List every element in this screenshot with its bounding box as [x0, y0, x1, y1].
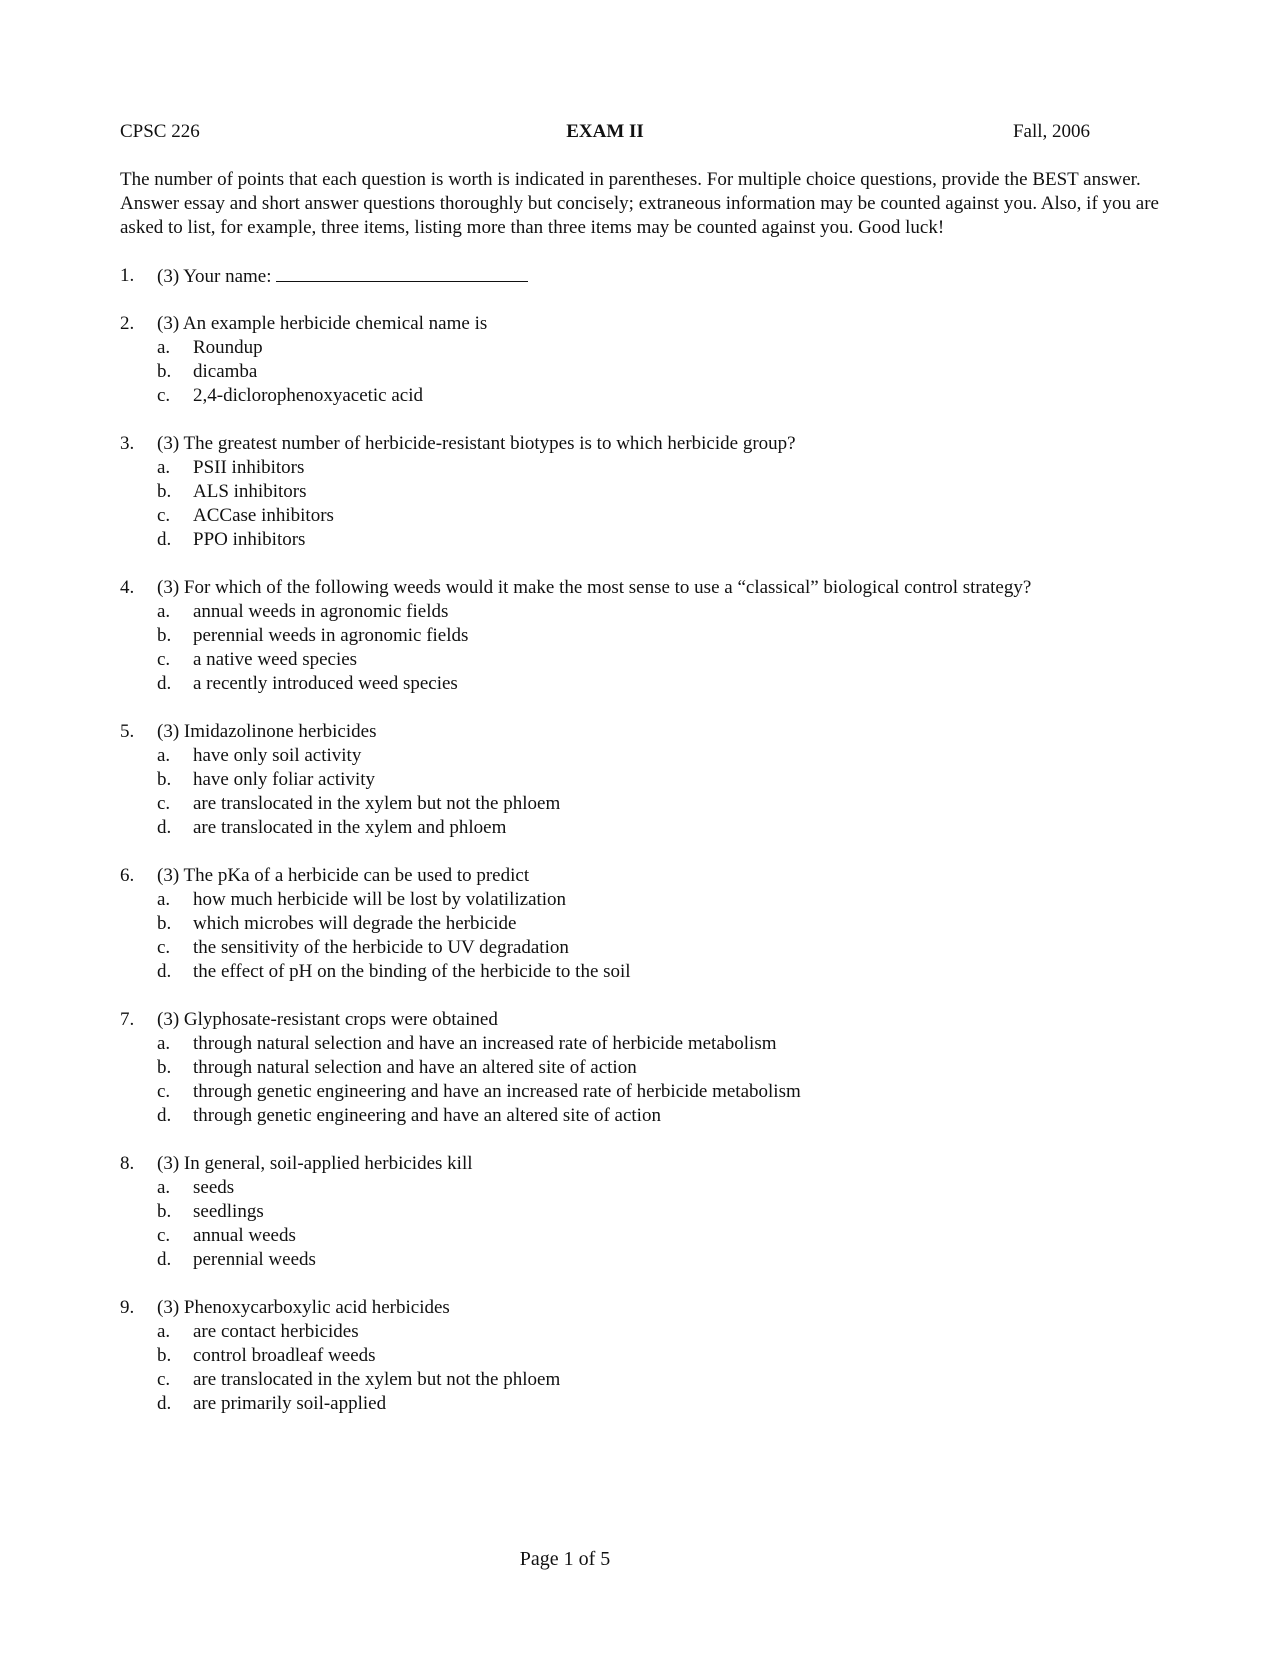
option-letter: d.	[157, 1393, 172, 1414]
option-letter: a.	[157, 1321, 171, 1342]
option-letter: b.	[157, 481, 172, 502]
option-text: through genetic engineering and have an altered site of action	[193, 1105, 661, 1126]
course-code: CPSC 226	[120, 121, 200, 142]
question-number: 4.	[120, 577, 135, 598]
question-text-wrap	[157, 264, 528, 289]
option-text: dicamba	[193, 361, 258, 382]
option-letter: d.	[157, 1249, 172, 1270]
option-text: the sensitivity of the herbicide to UV degradation	[193, 937, 569, 958]
exam-instructions: The number of points that each question is worth is indicated in parentheses. For multiple choice questions, provide the BEST answer. Answer essay and short answer questions thoroughly but concisely; extraneous information may be counted against you. Also, if you are asked to list, for example, three items, listing more than three items may be counted against you. Good luck!	[120, 169, 1159, 238]
question-9	[120, 1296, 1200, 1416]
question-text: (3) In general, soil-applied herbicides kill	[157, 1153, 473, 1174]
exam-title: EXAM II	[566, 121, 644, 142]
answer-option-a	[120, 600, 1200, 624]
option-text: annual weeds in agronomic fields	[193, 601, 449, 622]
option-text: 2,4-diclorophenoxyacetic acid	[193, 385, 424, 406]
question-text-wrap	[157, 1008, 498, 1032]
question-text-wrap	[157, 1296, 450, 1320]
option-text: are translocated in the xylem and phloem	[193, 817, 507, 838]
answer-option-c	[120, 792, 1200, 816]
answer-option-c	[120, 1224, 1200, 1248]
option-letter: c.	[157, 649, 171, 670]
option-text: perennial weeds	[193, 1249, 316, 1270]
question-number: 2.	[120, 313, 135, 334]
question-text: (3) The pKa of a herbicide can be used to predict	[157, 865, 530, 886]
answer-option-d	[120, 1104, 1200, 1128]
question-stem	[120, 312, 1200, 336]
question-number: 3.	[120, 433, 135, 454]
question-text: (3) Imidazolinone herbicides	[157, 721, 377, 742]
option-text: have only foliar activity	[193, 769, 376, 790]
question-6	[120, 864, 1200, 984]
option-letter: b.	[157, 1057, 172, 1078]
option-text: PSII inhibitors	[193, 457, 305, 478]
question-text: (3) An example herbicide chemical name is	[157, 313, 488, 334]
option-text: through natural selection and have an increased rate of herbicide metabolism	[193, 1033, 777, 1054]
answer-option-b	[120, 1344, 1200, 1368]
question-text: (3) For which of the following weeds would it make the most sense to use a “classical” biological control strategy?	[157, 577, 1032, 598]
option-letter: a.	[157, 745, 171, 766]
answer-option-b	[120, 1200, 1200, 1224]
option-text: are translocated in the xylem but not the phloem	[193, 793, 561, 814]
answer-option-c	[120, 1368, 1200, 1392]
answer-option-d	[120, 816, 1200, 840]
option-letter: c.	[157, 505, 171, 526]
question-number: 1.	[120, 265, 135, 286]
option-letter: d.	[157, 961, 172, 982]
option-letter: a.	[157, 1033, 171, 1054]
option-letter: c.	[157, 937, 171, 958]
option-letter: d.	[157, 673, 172, 694]
answer-option-a	[120, 888, 1200, 912]
answer-option-b	[120, 768, 1200, 792]
option-text: a recently introduced weed species	[193, 673, 458, 694]
option-letter: b.	[157, 1201, 172, 1222]
page-footer: Page 1 of 5	[519, 1548, 611, 1570]
answer-option-d	[120, 960, 1200, 984]
question-number: 6.	[120, 865, 135, 886]
option-letter: c.	[157, 793, 171, 814]
answer-option-b	[120, 360, 1200, 384]
question-stem	[120, 864, 1200, 888]
answer-option-a	[120, 1176, 1200, 1200]
answer-option-b	[120, 624, 1200, 648]
exam-term: Fall, 2006	[1012, 121, 1090, 142]
option-letter: a.	[157, 601, 171, 622]
answer-option-c	[120, 936, 1200, 960]
question-stem	[120, 432, 1200, 456]
question-text: (3) The greatest number of herbicide-resistant biotypes is to which herbicide group?	[157, 433, 796, 454]
question-4	[120, 576, 1200, 696]
question-2	[120, 312, 1200, 408]
question-text: (3) Glyphosate-resistant crops were obtained	[157, 1009, 498, 1030]
option-letter: a.	[157, 889, 171, 910]
option-letter: b.	[157, 625, 172, 646]
option-letter: a.	[157, 337, 171, 358]
option-letter: c.	[157, 1225, 171, 1246]
question-7	[120, 1008, 1200, 1128]
option-letter: d.	[157, 1105, 172, 1126]
option-text: have only soil activity	[193, 745, 362, 766]
answer-option-b	[120, 480, 1200, 504]
option-text: seedlings	[193, 1201, 264, 1222]
question-text-wrap	[157, 1152, 473, 1176]
answer-option-b	[120, 912, 1200, 936]
question-text-wrap	[157, 432, 796, 456]
question-3	[120, 432, 1200, 552]
option-text: ACCase inhibitors	[193, 505, 334, 526]
question-stem	[120, 264, 1200, 288]
option-text: how much herbicide will be lost by volatilization	[193, 889, 567, 910]
answer-option-d	[120, 672, 1200, 696]
answer-option-a	[120, 744, 1200, 768]
question-text: (3) Your name:	[157, 266, 272, 287]
option-letter: b.	[157, 361, 172, 382]
question-text: (3) Phenoxycarboxylic acid herbicides	[157, 1297, 450, 1318]
name-answer-blank[interactable]	[276, 264, 528, 282]
question-stem	[120, 576, 1200, 600]
option-text: through natural selection and have an altered site of action	[193, 1057, 637, 1078]
option-text: annual weeds	[193, 1225, 296, 1246]
answer-option-d	[120, 1248, 1200, 1272]
answer-option-b	[120, 1056, 1200, 1080]
option-text: control broadleaf weeds	[193, 1345, 376, 1366]
option-text: seeds	[193, 1177, 235, 1198]
answer-option-a	[120, 336, 1200, 360]
question-stem	[120, 720, 1200, 744]
answer-option-a	[120, 1320, 1200, 1344]
option-text: ALS inhibitors	[193, 481, 307, 502]
question-number: 7.	[120, 1009, 135, 1030]
option-letter: c.	[157, 1369, 171, 1390]
page-header	[120, 121, 1090, 147]
option-letter: b.	[157, 1345, 172, 1366]
option-text: PPO inhibitors	[193, 529, 306, 550]
question-text-wrap	[157, 864, 529, 888]
option-letter: d.	[157, 817, 172, 838]
option-text: which microbes will degrade the herbicide	[193, 913, 517, 934]
option-text: are contact herbicides	[193, 1321, 359, 1342]
option-text: perennial weeds in agronomic fields	[193, 625, 469, 646]
answer-option-c	[120, 504, 1200, 528]
answer-option-a	[120, 456, 1200, 480]
question-text-wrap	[157, 312, 487, 336]
answer-option-d	[120, 1392, 1200, 1416]
answer-option-c	[120, 648, 1200, 672]
question-stem	[120, 1152, 1200, 1176]
option-text: are translocated in the xylem but not the phloem	[193, 1369, 561, 1390]
option-letter: a.	[157, 457, 171, 478]
question-text-wrap	[157, 576, 1031, 600]
option-letter: c.	[157, 1081, 171, 1102]
answer-option-a	[120, 1032, 1200, 1056]
option-letter: b.	[157, 769, 172, 790]
option-letter: d.	[157, 529, 172, 550]
option-text: are primarily soil-applied	[193, 1393, 387, 1414]
question-list	[120, 264, 1200, 1440]
option-letter: b.	[157, 913, 172, 934]
question-number: 5.	[120, 721, 135, 742]
answer-option-c	[120, 1080, 1200, 1104]
question-5	[120, 720, 1200, 840]
option-text: the effect of pH on the binding of the herbicide to the soil	[193, 961, 631, 982]
answer-option-d	[120, 528, 1200, 552]
question-stem	[120, 1008, 1200, 1032]
question-text-wrap	[157, 720, 376, 744]
question-stem	[120, 1296, 1200, 1320]
option-text: a native weed species	[193, 649, 358, 670]
question-number: 9.	[120, 1297, 135, 1318]
question-number: 8.	[120, 1153, 135, 1174]
question-8	[120, 1152, 1200, 1272]
option-text: Roundup	[193, 337, 263, 358]
option-text: through genetic engineering and have an increased rate of herbicide metabolism	[193, 1081, 801, 1102]
option-letter: c.	[157, 385, 171, 406]
answer-option-c	[120, 384, 1200, 408]
question-1	[120, 264, 1200, 288]
option-letter: a.	[157, 1177, 171, 1198]
